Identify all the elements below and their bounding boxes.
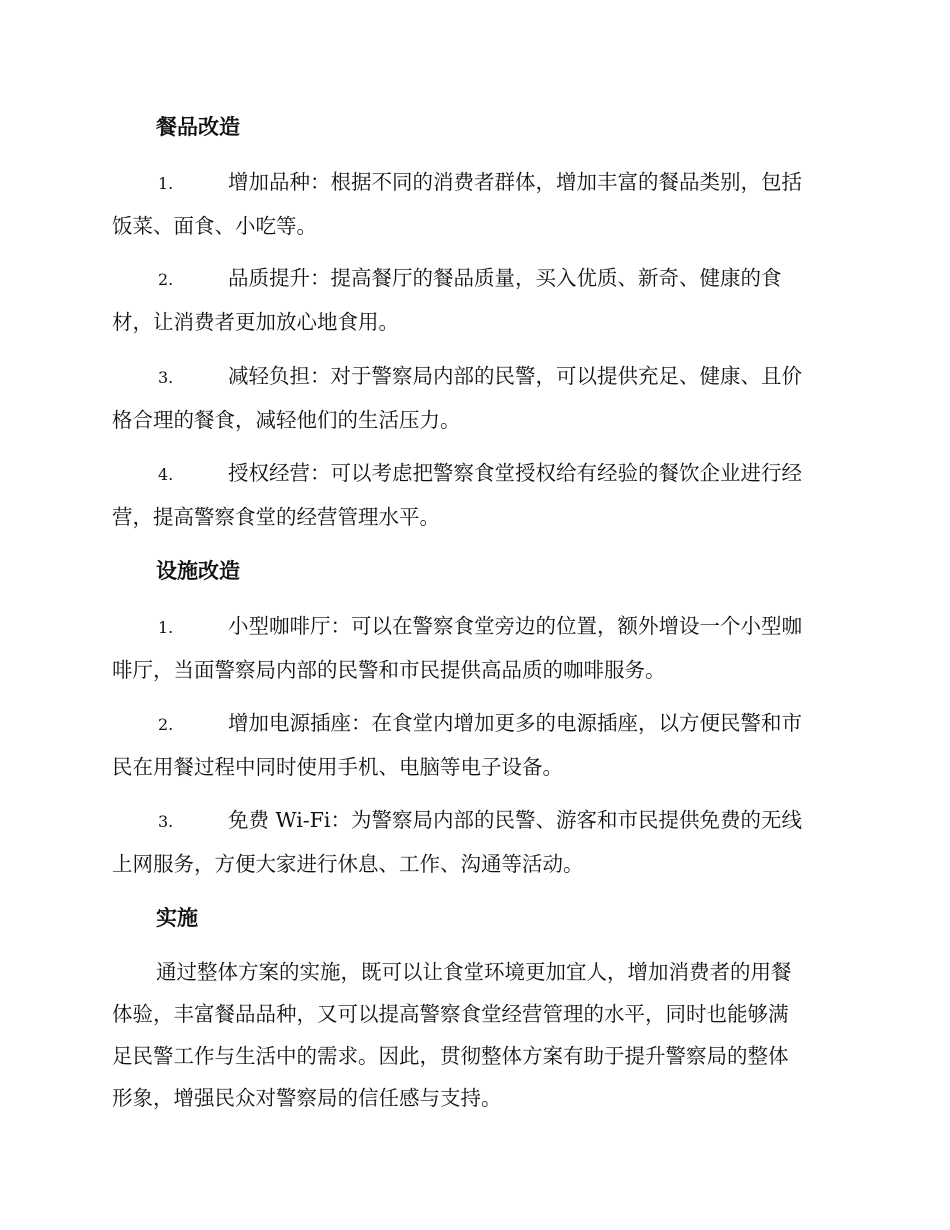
list-item-text-line2: 民在用餐过程中同时使用手机、电脑等电子设备。: [112, 755, 563, 779]
list-item: [112, 355, 834, 441]
list-item: [112, 702, 834, 788]
list-item-text-line1: 增加电源插座：在食堂内增加更多的电源插座，以方便民警和市: [228, 711, 802, 735]
list-item: [112, 799, 834, 885]
list-item-text-line2: 饭菜、面食、小吃等。: [112, 214, 317, 238]
list-item-text-line1: 授权经营：可以考虑把警察食堂授权给有经验的餐饮企业进行经: [228, 461, 802, 485]
list-item-text-line2: 上网服务，方便大家进行休息、工作、沟通等活动。: [112, 852, 584, 876]
conclusion-paragraph: [112, 951, 834, 1119]
list-item: [112, 257, 834, 343]
list-number: 1.: [158, 618, 174, 637]
paragraph-line: 足民警工作与生活中的需求。因此，贯彻整体方案有助于提升警察局的整体: [112, 1044, 789, 1068]
list-number: 3.: [158, 368, 174, 387]
list-number: 1.: [158, 174, 174, 193]
list-item-text-line1: 增加品种：根据不同的消费者群体，增加丰富的餐品类别，包括: [228, 170, 802, 194]
list-item-text-line2: 材，让消费者更加放心地食用。: [112, 310, 399, 334]
list-item: [112, 452, 834, 538]
list-item: [112, 161, 834, 247]
list-item-text-line2: 格合理的餐食，减轻他们的生活压力。: [112, 408, 461, 432]
list-number: 3.: [158, 812, 174, 831]
list-item-text-line1: 品质提升：提高餐厅的餐品质量，买入优质、新奇、健康的食: [228, 266, 782, 290]
list-item-text-line2: 啡厅，当面警察局内部的民警和市民提供高品质的咖啡服务。: [112, 658, 666, 682]
list-item-text-line1: 免费 Wi-Fi：为警察局内部的民警、游客和市民提供免费的无线: [228, 808, 802, 832]
section-heading-implementation: 实施: [156, 905, 198, 930]
list-number: 4.: [158, 465, 174, 484]
list-number: 2.: [158, 270, 174, 289]
list-item: [112, 605, 834, 691]
list-item-text-line1: 减轻负担：对于警察局内部的民警，可以提供充足、健康、且价: [228, 364, 802, 388]
paragraph-line: 通过整体方案的实施，既可以让食堂环境更加宜人，增加消费者的用餐: [156, 960, 792, 984]
section-heading-facilities: 设施改造: [156, 558, 240, 583]
paragraph-line: 形象，增强民众对警察局的信任感与支持。: [112, 1086, 502, 1110]
list-item-text-line1: 小型咖啡厅：可以在警察食堂旁边的位置，额外增设一个小型咖: [228, 614, 802, 638]
list-item-text-line2: 营，提高警察食堂的经营管理水平。: [112, 505, 440, 529]
section-heading-food: 餐品改造: [156, 114, 240, 139]
paragraph-line: 体验，丰富餐品品种，又可以提高警察食堂经营管理的水平，同时也能够满: [112, 1002, 789, 1026]
list-number: 2.: [158, 715, 174, 734]
